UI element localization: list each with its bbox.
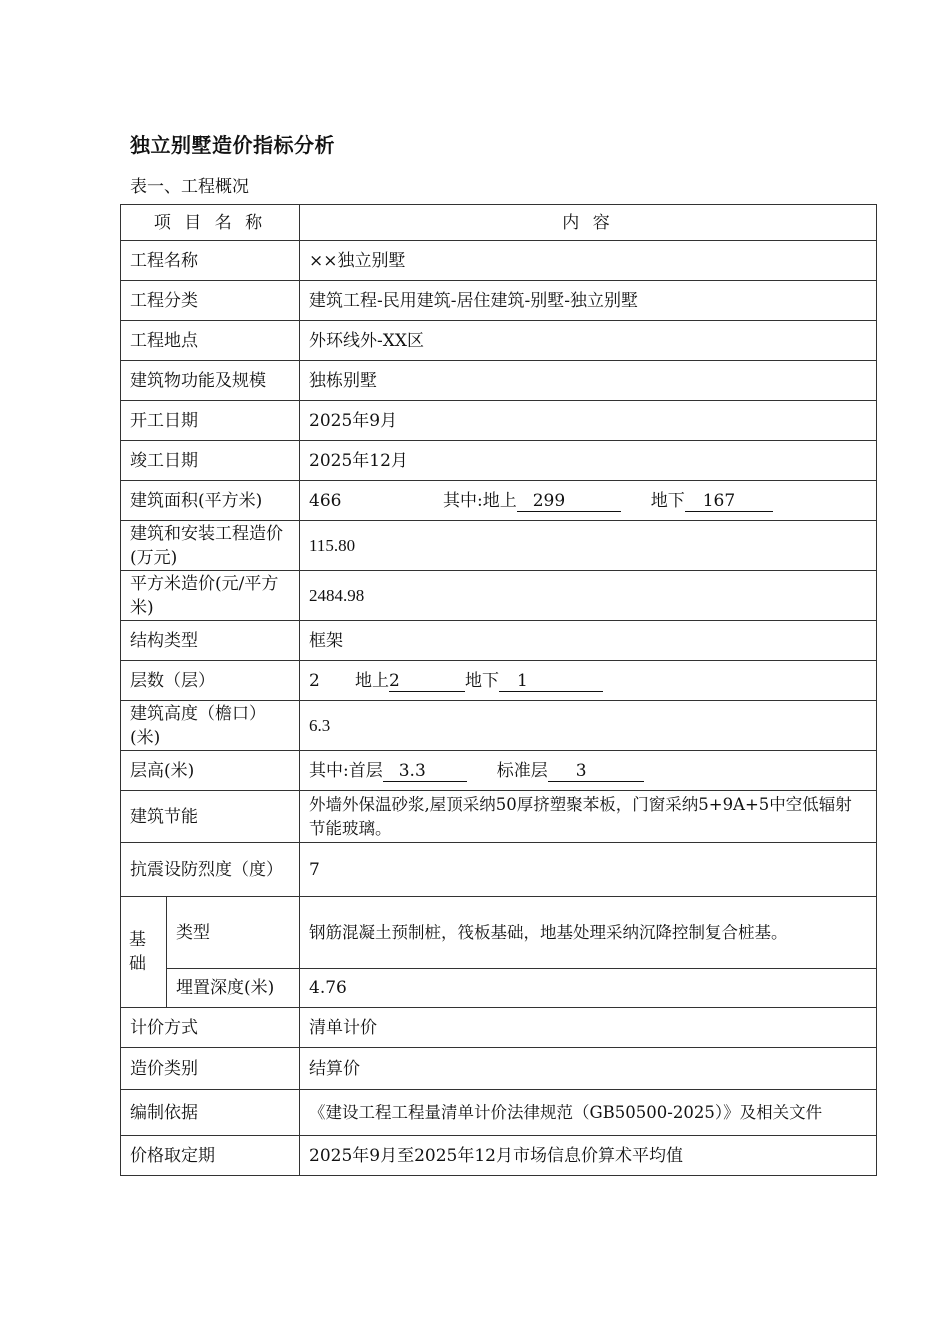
row-value: 2484.98 [300, 571, 877, 621]
row-label: 建筑和安装工程造价(万元) [121, 521, 300, 571]
row-label: 工程地点 [121, 321, 300, 361]
row-label: 计价方式 [121, 1008, 300, 1048]
first-floor-value: 3.3 [383, 761, 467, 782]
table-row [121, 751, 877, 791]
row-value: 独栋别墅 [300, 361, 877, 401]
row-value: 结算价 [300, 1048, 877, 1090]
row-value: 7 [300, 843, 877, 897]
table-row [121, 1136, 877, 1176]
table-row [121, 661, 877, 701]
row-label: 层数（层） [121, 661, 300, 701]
table-row [121, 241, 877, 281]
row-value: 2025年12月 [300, 441, 877, 481]
floors-below-value: 1 [499, 671, 603, 692]
row-value: 2025年9月 [300, 401, 877, 441]
row-label: 埋置深度(米) [167, 969, 300, 1008]
row-value: 框架 [300, 621, 877, 661]
row-value [300, 751, 877, 791]
row-value [300, 661, 877, 701]
table-row [121, 621, 877, 661]
table-row [121, 843, 877, 897]
project-overview-table [120, 204, 877, 1176]
header-item-name: 项 目 名 称 [121, 205, 300, 241]
row-value: 建筑工程-民用建筑-居住建筑-别墅-独立别墅 [300, 281, 877, 321]
row-label: 建筑高度（檐口）(米) [121, 701, 300, 751]
row-label: 建筑节能 [121, 791, 300, 843]
row-label: 造价类别 [121, 1048, 300, 1090]
row-label: 竣工日期 [121, 441, 300, 481]
row-value: 4.76 [300, 969, 877, 1008]
area-above-value: 299 [517, 491, 621, 512]
floors-below-label: 地下 [465, 670, 499, 691]
area-total: 466 [309, 490, 342, 511]
row-label: 层高(米) [121, 751, 300, 791]
row-value: 《建设工程工程量清单计价法律规范（GB50500-2025）》及相关文件 [300, 1090, 877, 1136]
standard-floor-label: 标准层 [496, 760, 548, 781]
row-value: 6.3 [300, 701, 877, 751]
row-label: 工程名称 [121, 241, 300, 281]
table-row [121, 521, 877, 571]
row-label: 工程分类 [121, 281, 300, 321]
area-above-label: 其中:地上 [443, 490, 517, 511]
floors-above-label: 地上 [355, 670, 389, 691]
standard-floor-value: 3 [548, 761, 644, 782]
area-below-value: 167 [685, 491, 773, 512]
area-below-label: 地下 [650, 490, 685, 511]
row-value: 外墙外保温砂浆,屋顶采纳50厚挤塑聚苯板，门窗采纳5+9A+5中空低辐射节能玻璃。 [300, 791, 877, 843]
table-header-row [121, 205, 877, 241]
floors-total: 2 [309, 670, 320, 691]
table-row [121, 401, 877, 441]
table-row [121, 441, 877, 481]
row-value: 115.80 [300, 521, 877, 571]
table-row [121, 1048, 877, 1090]
row-label: 建筑物功能及规模 [121, 361, 300, 401]
table-row [121, 1090, 877, 1136]
table-row [121, 281, 877, 321]
table-row [121, 897, 877, 969]
row-label: 抗震设防烈度（度） [121, 843, 300, 897]
row-label: 编制依据 [121, 1090, 300, 1136]
table-row [121, 571, 877, 621]
foundation-group-label: 基础 [121, 897, 167, 1008]
row-label: 平方米造价(元/平方米) [121, 571, 300, 621]
row-value: 2025年9月至2025年12月市场信息价算术平均值 [300, 1136, 877, 1176]
table-row [121, 1008, 877, 1048]
row-label: 建筑面积(平方米) [121, 481, 300, 521]
row-value [300, 481, 877, 521]
row-label: 结构类型 [121, 621, 300, 661]
table-row [121, 361, 877, 401]
table-row [121, 969, 877, 1008]
header-content: 内 容 [300, 205, 877, 241]
table-caption: 表一、工程概况 [130, 177, 249, 197]
table-row [121, 701, 877, 751]
table-row [121, 481, 877, 521]
row-value: 外环线外-XX区 [300, 321, 877, 361]
first-floor-label: 其中:首层 [309, 760, 383, 781]
row-value: 清单计价 [300, 1008, 877, 1048]
row-label: 开工日期 [121, 401, 300, 441]
row-label: 类型 [167, 897, 300, 969]
floors-above-value: 2 [389, 671, 465, 692]
document-title: 独立别墅造价指标分析 [130, 133, 335, 157]
table-row [121, 791, 877, 843]
row-value: ××独立别墅 [300, 241, 877, 281]
table-row [121, 321, 877, 361]
row-label: 价格取定期 [121, 1136, 300, 1176]
row-value: 钢筋混凝土预制桩，筏板基础，地基处理采纳沉降控制复合桩基。 [300, 897, 877, 969]
